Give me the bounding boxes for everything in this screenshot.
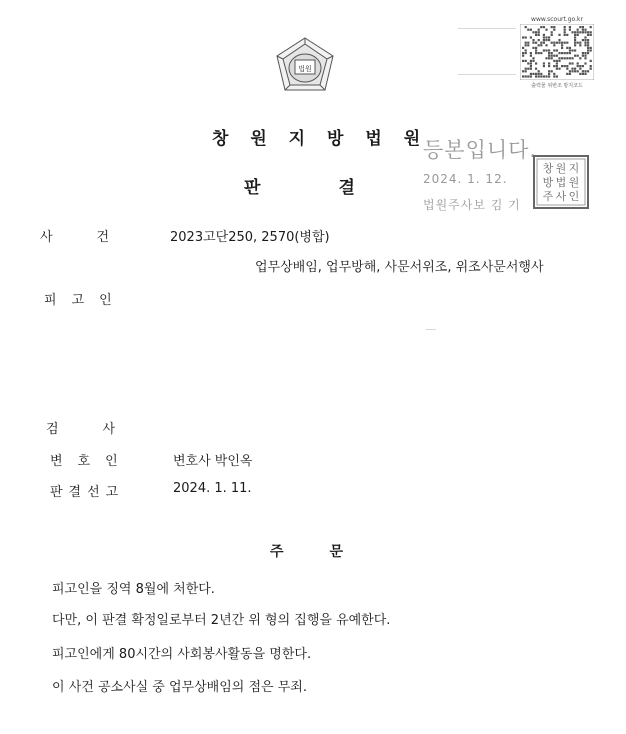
prosecutor-label: 검사 — [46, 422, 160, 437]
case-number: 2023고단250, 2570(병합) — [170, 230, 330, 245]
svg-text:방: 방 — [542, 176, 554, 189]
order-heading-char-2: 문 — [329, 544, 344, 560]
svg-text:원: 원 — [555, 162, 567, 175]
svg-text:사: 사 — [555, 190, 567, 203]
document-title-char-2: 결 — [338, 178, 355, 198]
faint-line — [458, 74, 516, 75]
svg-text:창: 창 — [542, 162, 554, 175]
certified-copy-text: 등본입니다. — [423, 138, 538, 162]
charges: 업무상배임, 업무방해, 사문서위조, 위조사문서행사 — [255, 260, 544, 275]
case-label: 사건 — [40, 230, 154, 245]
defendant-label: 피고인 — [44, 293, 127, 308]
court-name: 창 원 지 방 법 원 — [212, 129, 429, 149]
faint-line — [458, 28, 516, 29]
official-seal-icon — [533, 155, 589, 209]
court-emblem-icon — [270, 34, 340, 100]
counsel-label: 변호인 — [50, 454, 133, 469]
counsel-name: 변호사 박인옥 — [173, 454, 253, 469]
order-line: 이 사건 공소사실 중 업무상배임의 점은 무죄. — [52, 680, 307, 695]
order-heading — [270, 541, 343, 561]
sentence-date-label: 판결선고 — [50, 485, 125, 500]
emblem-text: 법원 — [298, 65, 312, 73]
order-line: 다만, 이 판결 확정일로부터 2년간 위 형의 집행을 유예한다. — [52, 613, 391, 628]
svg-text:인: 인 — [568, 190, 580, 203]
faint-mark — [426, 329, 436, 330]
certification-date: 2024. 1. 12. — [423, 172, 508, 186]
order-line: 피고인을 징역 8월에 처한다. — [52, 582, 215, 597]
qr-caption: 출력물 위변조 방지코드 — [531, 83, 583, 89]
order-heading-char-1: 주 — [270, 544, 284, 560]
document-title-char-1: 판 — [244, 178, 261, 198]
sentence-date: 2024. 1. 11. — [173, 481, 252, 496]
qr-url: www.scourt.go.kr — [531, 16, 583, 23]
svg-text:원: 원 — [568, 176, 580, 189]
certification-officer: 법원주사보 김 기 — [423, 198, 521, 212]
svg-text:지: 지 — [568, 162, 580, 175]
svg-text:주: 주 — [542, 190, 554, 203]
qr-code-icon — [520, 24, 594, 80]
anti-forgery-code — [518, 16, 596, 90]
order-line: 피고인에게 80시간의 사회봉사활동을 명한다. — [52, 647, 312, 662]
document-title — [244, 173, 355, 198]
svg-text:법: 법 — [555, 176, 567, 189]
